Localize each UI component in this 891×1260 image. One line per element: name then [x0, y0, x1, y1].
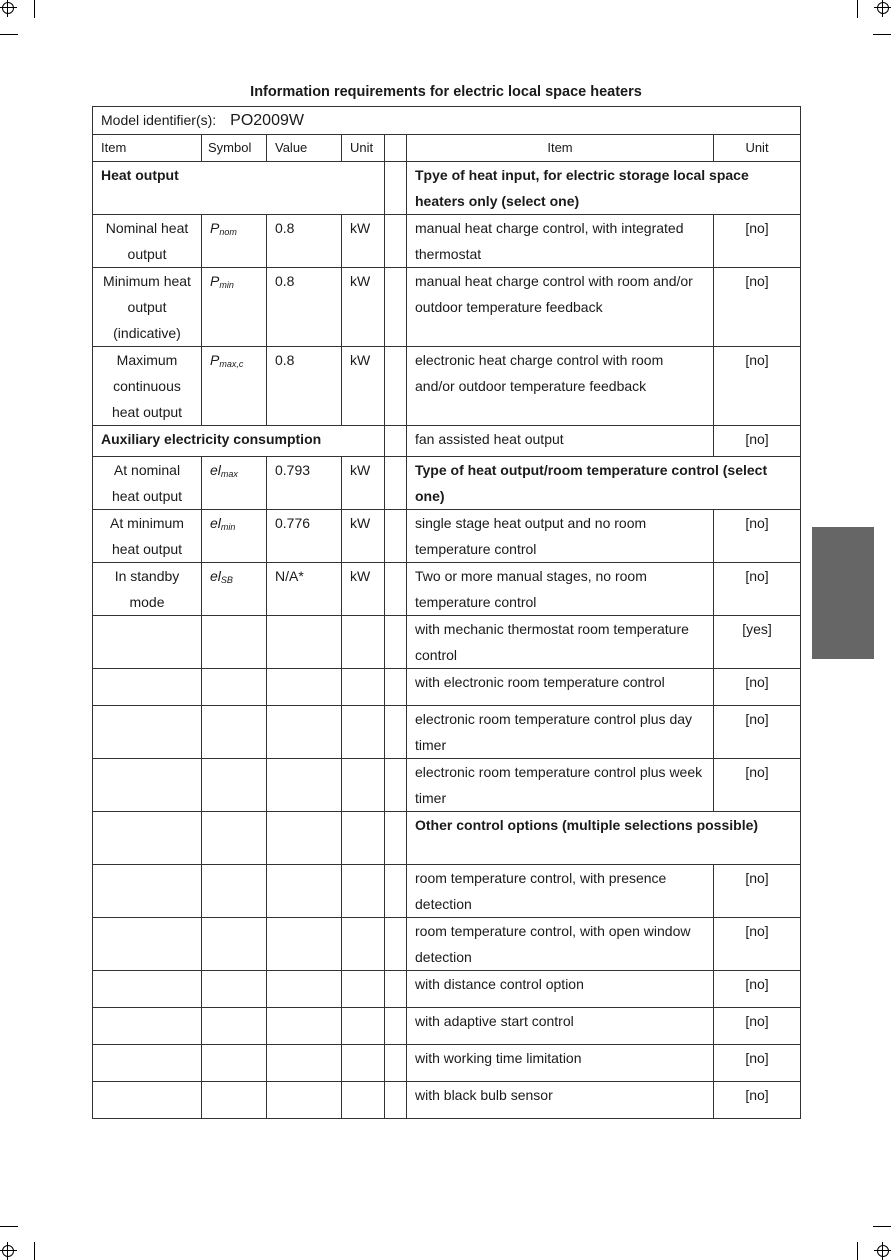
row-unit-right: [no] — [714, 563, 801, 616]
table-row — [93, 268, 801, 347]
spacer-cell — [385, 426, 407, 457]
row-symbol: $el_{max}$ — [202, 457, 267, 510]
spacer-cell — [385, 268, 407, 347]
row-unit: kW — [342, 215, 385, 268]
row-unit-right: [no] — [714, 510, 801, 563]
crop-mark — [873, 34, 891, 35]
row-unit-right: [no] — [714, 215, 801, 268]
header-value: Value — [267, 135, 342, 162]
row-item-right: with adaptive start control — [407, 1008, 714, 1045]
row-item-right: manual heat charge control, with integrated thermostat — [407, 215, 714, 268]
row-symbol: $el_{SB}$ — [202, 563, 267, 616]
crop-mark — [857, 1242, 858, 1260]
crop-mark — [0, 34, 18, 35]
spacer-cell — [385, 510, 407, 563]
table-row — [93, 107, 801, 135]
row-item-right: with electronic room temperature control — [407, 669, 714, 706]
table-row — [93, 162, 801, 215]
spacer-cell — [385, 215, 407, 268]
row-symbol: $P_{nom}$ — [202, 215, 267, 268]
row-symbol: $P_{max,c}$ — [202, 347, 267, 426]
row-item-right: manual heat charge control with room and/or outdoor temperature feedback — [407, 268, 714, 347]
row-symbol: $el_{min}$ — [202, 510, 267, 563]
table-row — [93, 706, 801, 759]
model-value: PO2009W — [230, 112, 304, 129]
table-row — [93, 669, 801, 706]
table-row — [93, 563, 801, 616]
table-row — [93, 759, 801, 812]
registration-mark-icon — [874, 0, 891, 17]
table-row — [93, 812, 801, 865]
section-other-control: Other control options (multiple selections possible) — [407, 812, 801, 865]
row-unit: kW — [342, 563, 385, 616]
table-row — [93, 865, 801, 918]
header-unit-right: Unit — [714, 135, 801, 162]
table-row — [93, 215, 801, 268]
table-row — [93, 1082, 801, 1119]
table-row — [93, 971, 801, 1008]
row-item-right: single stage heat output and no room temperature control — [407, 510, 714, 563]
crop-mark — [34, 1242, 35, 1260]
section-auxiliary: Auxiliary electricity consumption — [93, 426, 385, 457]
row-value: 0.8 — [267, 347, 342, 426]
header-symbol: Symbol — [202, 135, 267, 162]
row-value: N/A* — [267, 563, 342, 616]
table-header-row — [93, 135, 801, 162]
row-unit-right: [no] — [714, 426, 801, 457]
row-item: Maximum continuous heat output — [93, 347, 202, 426]
header-item: Item — [93, 135, 202, 162]
model-cell — [93, 107, 801, 135]
row-unit-right: [no] — [714, 918, 801, 971]
row-value: 0.793 — [267, 457, 342, 510]
row-unit-right: [no] — [714, 865, 801, 918]
row-item: In standby mode — [93, 563, 202, 616]
row-item-right: with distance control option — [407, 971, 714, 1008]
registration-mark-icon — [874, 1242, 891, 1260]
row-item-right: electronic room temperature control plus day timer — [407, 706, 714, 759]
row-item-right: with mechanic thermostat room temperature control — [407, 616, 714, 669]
row-unit-right: [yes] — [714, 616, 801, 669]
crop-mark — [857, 0, 858, 18]
row-unit: kW — [342, 268, 385, 347]
table-row — [93, 457, 801, 510]
section-heat-input: Tpye of heat input, for electric storage local space heaters only (select one) — [407, 162, 801, 215]
section-heat-output: Heat output — [93, 162, 385, 215]
row-unit-right: [no] — [714, 1008, 801, 1045]
spacer-cell — [385, 563, 407, 616]
row-item-right: electronic heat charge control with room and/or outdoor temperature feedback — [407, 347, 714, 426]
row-unit-right: [no] — [714, 1045, 801, 1082]
row-item-right: with working time limitation — [407, 1045, 714, 1082]
row-unit: kW — [342, 347, 385, 426]
row-unit-right: [no] — [714, 347, 801, 426]
spacer-cell — [385, 162, 407, 215]
row-item-right: fan assisted heat output — [407, 426, 714, 457]
row-item-right: with black bulb sensor — [407, 1082, 714, 1119]
registration-mark-icon — [0, 0, 17, 17]
row-unit-right: [no] — [714, 971, 801, 1008]
spacer-cell — [385, 135, 407, 162]
registration-mark-icon — [0, 1242, 17, 1260]
spacer-cell — [385, 347, 407, 426]
table-row — [93, 1045, 801, 1082]
row-item: At minimum heat output — [93, 510, 202, 563]
row-unit-right: [no] — [714, 706, 801, 759]
row-item: Minimum heat output (indicative) — [93, 268, 202, 347]
row-value: 0.8 — [267, 215, 342, 268]
row-unit: kW — [342, 457, 385, 510]
crop-mark — [873, 1226, 891, 1227]
table-row — [93, 918, 801, 971]
table-row — [93, 510, 801, 563]
row-unit: kW — [342, 510, 385, 563]
row-item: Nominal heat output — [93, 215, 202, 268]
table-row — [93, 1008, 801, 1045]
row-item: At nominal heat output — [93, 457, 202, 510]
section-control-type: Type of heat output/room temperature control (select one) — [407, 457, 801, 510]
row-unit-right: [no] — [714, 268, 801, 347]
page-title: Information requirements for electric local space heaters — [250, 84, 642, 100]
row-value: 0.8 — [267, 268, 342, 347]
row-item-right: electronic room temperature control plus week timer — [407, 759, 714, 812]
row-item-right: room temperature control, with presence detection — [407, 865, 714, 918]
spacer-cell — [385, 457, 407, 510]
row-item-right: room temperature control, with open window detection — [407, 918, 714, 971]
table-row — [93, 616, 801, 669]
table-row — [93, 347, 801, 426]
crop-mark — [0, 1226, 18, 1227]
row-item-right: Two or more manual stages, no room temperature control — [407, 563, 714, 616]
row-unit-right: [no] — [714, 759, 801, 812]
table-row — [93, 426, 801, 457]
header-unit: Unit — [342, 135, 385, 162]
crop-mark — [34, 0, 35, 18]
side-tab-marker — [812, 527, 874, 659]
info-table — [92, 106, 801, 1119]
model-label: Model identifier(s): — [101, 112, 217, 128]
row-value: 0.776 — [267, 510, 342, 563]
row-unit-right: [no] — [714, 1082, 801, 1119]
row-unit-right: [no] — [714, 669, 801, 706]
header-item-right: Item — [407, 135, 714, 162]
row-symbol: $P_{min}$ — [202, 268, 267, 347]
